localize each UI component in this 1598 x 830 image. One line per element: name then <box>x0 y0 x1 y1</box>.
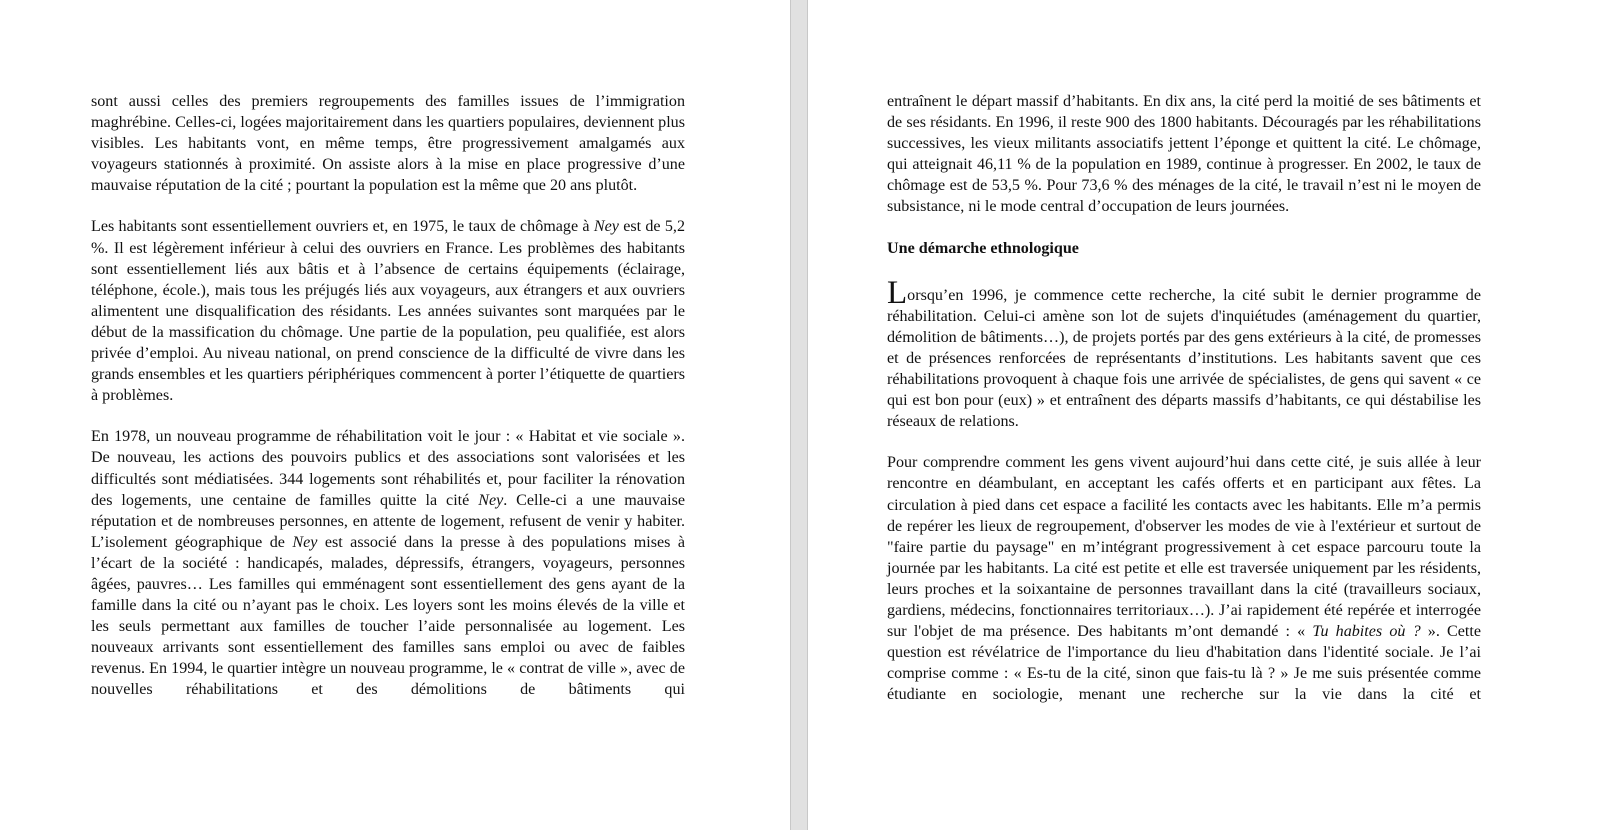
italic-place-name: Ney <box>292 533 318 551</box>
paragraph-text: est de 5,2 %. Il est légèrement inférieur à celui des ouvriers en France. Les problèmes des habitants sont essentiellement liés aux bâtis et à l’absence de certains équipements (éclairage, téléphone, école.), mais tous les préjugés liés aux voyageurs, aux étrangers et aux ouvriers alimentent une disqualification des résidants. Les années suivantes sont marquées par le début de la massification du chômage. Une partie de la population, peu qualifiée, est alors privée d’emploi. Au niveau national, on prend conscience de la difficulté de vivre dans les grands ensembles et les quartiers périphériques commencent à porter l’étiquette de quartiers à problèmes. <box>91 218 685 405</box>
italic-place-name: Ney <box>593 218 619 236</box>
page-text-column <box>91 91 685 721</box>
italic-place-name: Ney <box>478 491 504 509</box>
paragraph-text: Les habitants sont essentiellement ouvriers et, en 1975, le taux de chômage à <box>91 218 594 236</box>
paragraph-text: sont aussi celles des premiers regroupements des familles issues de l’immigration maghrébine. Celles-ci, logées majoritairement dans les quartiers populaires, deviennent plus visibles. Les habitants vont, en même temps, être progressivement amalgamés aux voyageurs stationnés à proximité. On assiste alors à la mise en place progressive d’une mauvaise réputation de la cité ; pourtant la population est la même que 20 ans plutôt. <box>91 93 685 195</box>
paragraph <box>91 216 685 406</box>
paragraph <box>887 274 1481 433</box>
paragraph-text: orsqu’en 1996, je commence cette recherche, la cité subit le dernier programme de réhabilitation. Celui-ci amène son lot de sujets d'inquiétudes (aménagement du quartier, démolition de bâtiments…), de projets portés par des gens extérieurs à la cité, de promesses et de présences renforcées de représentants d’institutions. Les habitants savent que ces réhabilitations provoquent à chaque fois une arrivée de spécialistes, de gens qui savent « ce qui est bon pour (eux) » et entraînent des départs massifs d’habitants, ce qui déstabilise les réseaux de relations. <box>887 286 1481 431</box>
document-page-left <box>0 0 790 830</box>
paragraph-text: ». Cette question est révélatrice de l'importance du lieu d'habitation dans l'identité sociale. Je l’ai comprise comme : « Es-tu de la cité, sinon que fais-tu là ? » Je me suis présentée comme étudiante en sociologie, menant une recherche sur la vie dans la cité et <box>887 623 1482 704</box>
paragraph-text: est associé dans la presse à des populations mises à l’écart de la société : handicapés, malades, dépressifs, étrangers, voyageurs, personnes âgées, pauvres… Les familles qui emménagent sont essentiellement des gens ayant de la famille dans la cité ou n’ayant pas le choix. Les loyers sont les moins élevés de la ville et les seuls permettant aux familles de toucher l’aide personnalisée au logement. Les nouveaux arrivants sont essentiellement des familles sans emploi ou avec de faibles revenus. En 1994, le quartier intègre un nouveau programme, le « contrat de ville », avec de nouvelles réhabilitations et des démolitions de bâtiments qui <box>91 533 685 699</box>
paragraph <box>887 452 1481 705</box>
paragraph-text: . Celle-ci a une mauvaise réputation et de nombreuses personnes, en attente de logement, refusent de venir y habiter. L’isolement géographique de <box>91 491 685 551</box>
drop-cap: L <box>887 274 908 311</box>
page-text-column <box>887 91 1481 725</box>
paragraph <box>91 91 685 196</box>
document-page-right <box>808 0 1598 830</box>
paragraph-text: Pour comprendre comment les gens vivent aujourd’hui dans cette cité, je suis allée à leur rencontre en déambulant, en acceptant les cafés offerts et en participant aux fêtes. La circulation à pied dans cet espace a facilité les contacts avec les habitants. Elle m’a permis de repérer les lieux de regroupement, d'observer les modes de vie à l'extérieur et surtout de "faire partie du paysage" en m’intégrant progressivement à cet espace parcouru toute la journée par les habitants. La cité est petite et elle est traversée uniquement par les résidents, leurs proches et la soixantaine de personnes travaillant dans la cité (travailleurs sociaux, gardiens, médecins, fonctionnaires territoriaux…). J’ai rapidement été repérée et interrogée sur l'objet de ma présence. Des habitants m’ont demandé : « <box>887 454 1481 641</box>
section-heading: Une démarche ethnologique <box>887 239 1079 257</box>
page-gutter <box>790 0 808 830</box>
paragraph-text: En 1978, un nouveau programme de réhabilitation voit le jour : « Habitat et vie sociale ». De nouveau, les actions des pouvoirs publics et des associations sont valorisées et les difficultés sont médiatisées. 344 logements sont réhabilités et, pour faciliter la rénovation des logements, une centaine de familles quitte la cité <box>91 428 685 509</box>
paragraph: entraînent le départ massif d’habitants. En dix ans, la cité perd la moitié de ses bâtiments et de ses résidants. En 1996, il reste 900 des 1800 habitants. Découragés par les réhabilitations successives, les vieux militants associatifs jettent l’éponge et quittent la cité. Le chômage, qui atteignait 46,11 % de la population en 1989, continue à progresser. En 2002, le taux de chômage est de 53,5 %. Pour 73,6 % des ménages de la cité, le travail n’est ni le moyen de subsistance, ni le mode central d’occupation de leurs journées. <box>887 93 1481 216</box>
italic-quote: Tu habites où ? <box>1312 623 1421 641</box>
paragraph <box>91 426 685 700</box>
